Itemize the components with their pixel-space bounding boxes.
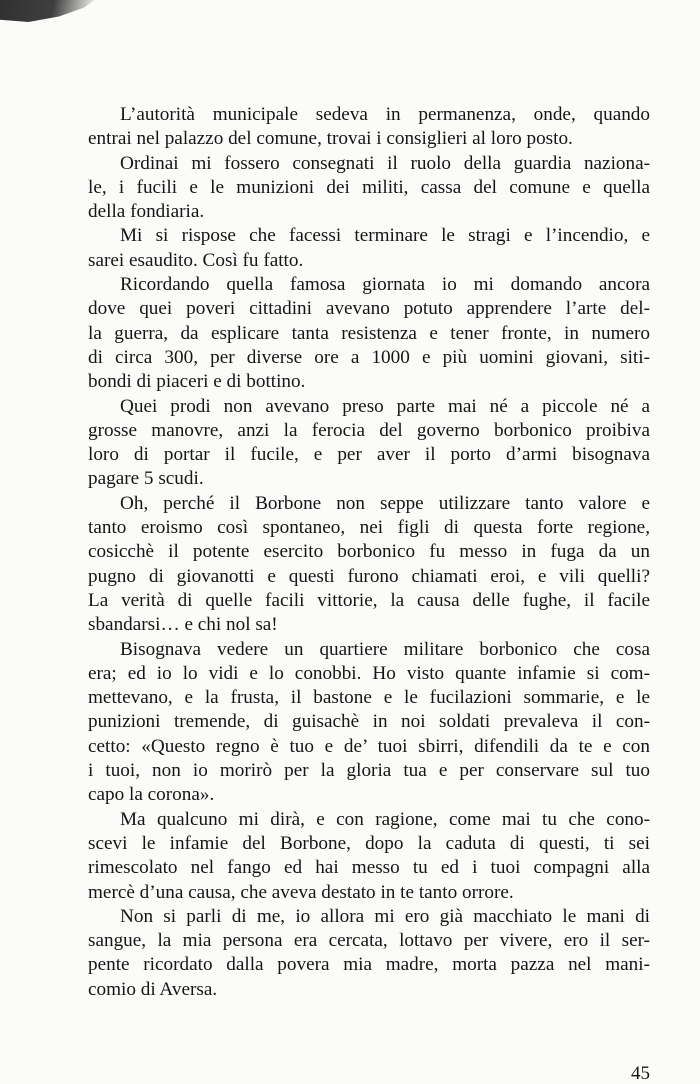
text-line: cosicchè il potente esercito borbonico fu messo in fuga da un xyxy=(88,541,650,563)
text-line: sbandarsi… e chi nol sa! xyxy=(88,614,278,636)
text-line: le, i fucili e le munizioni dei militi, cassa del comune e quella xyxy=(88,176,650,198)
text-line: mercè d’una causa, che aveva destato in te tanto orrore. xyxy=(88,881,514,903)
text-line: bondi di piaceri e di bottino. xyxy=(88,371,306,393)
text-line: rimescolato nel fango ed hai messo tu ed i tuoi compagni alla xyxy=(88,857,650,879)
text-line: Quei prodi non avevano preso parte mai né a piccole né a xyxy=(120,395,650,417)
text-line: comio di Aversa. xyxy=(88,978,218,1000)
page-body-text xyxy=(88,103,650,1002)
text-line: Non si parli di me, io allora mi ero già macchiato le mani di xyxy=(120,905,650,927)
text-line: i tuoi, non io morirò per la gloria tua e per conservare sul tuo xyxy=(88,760,650,782)
text-line: pagare 5 scudi. xyxy=(88,468,204,490)
text-line: grosse manovre, anzi la ferocia del governo borbonico proibiva xyxy=(88,419,650,441)
text-line: pente ricordato dalla povera mia madre, morta pazza nel mani- xyxy=(88,954,650,976)
text-line: dove quei poveri cittadini avevano potuto apprendere l’arte del- xyxy=(88,298,650,320)
text-line: punizioni tremende, di guisachè in noi soldati prevaleva il con- xyxy=(88,711,650,733)
text-line: capo la corona». xyxy=(88,784,215,806)
text-line: Oh, perché il Borbone non seppe utilizzare tanto valore e xyxy=(120,492,650,514)
text-line: Ricordando quella famosa giornata io mi domando ancora xyxy=(120,274,650,296)
text-line: la guerra, da esplicare tanta resistenza e tener fronte, in numero xyxy=(88,322,650,344)
page-number: 45 xyxy=(631,1063,650,1084)
text-line: Mi si rispose che facessi terminare le stragi e l’incendio, e xyxy=(120,225,650,247)
text-line: di circa 300, per diverse ore a 1000 e più uomini giovani, siti- xyxy=(88,346,650,368)
text-line: mettevano, e la frusta, il bastone e le fucilazioni sommarie, e le xyxy=(88,687,650,709)
text-line: loro di portar il fucile, e per aver il porto d’armi bisognava xyxy=(88,444,650,466)
text-line: La verità di quelle facili vittorie, la causa delle fughe, il facile xyxy=(88,589,650,611)
text-line: entrai nel palazzo del comune, trovai i consiglieri al loro posto. xyxy=(88,128,573,150)
text-line: della fondiaria. xyxy=(88,201,205,223)
text-line: cetto: «Questo regno è tuo e de’ tuoi sbirri, difendili da te e con xyxy=(88,735,650,757)
text-line: era; ed io lo vidi e lo conobbi. Ho visto quante infamie si com- xyxy=(88,662,650,684)
text-line: scevi le infamie del Borbone, dopo la caduta di questi, ti sei xyxy=(88,832,650,854)
text-line: Ma qualcuno mi dirà, e con ragione, come mai tu che cono- xyxy=(120,808,650,830)
text-line: pugno di giovanotti e questi furono chiamati eroi, e vili quelli? xyxy=(88,565,650,587)
text-line: L’autorità municipale sedeva in permanenza, onde, quando xyxy=(120,104,650,125)
text-line: sangue, la mia persona era cercata, lottavo per vivere, ero il ser- xyxy=(88,930,650,952)
text-line: Bisognava vedere un quartiere militare borbonico che cosa xyxy=(120,638,650,660)
text-line: sarei esaudito. Così fu fatto. xyxy=(88,249,304,271)
text-line: tanto eroismo così spontaneo, nei figli di questa forte regione, xyxy=(88,517,650,539)
text-line: Ordinai mi fossero consegnati il ruolo della guardia naziona- xyxy=(120,152,650,174)
scan-shadow-mark xyxy=(0,0,95,22)
